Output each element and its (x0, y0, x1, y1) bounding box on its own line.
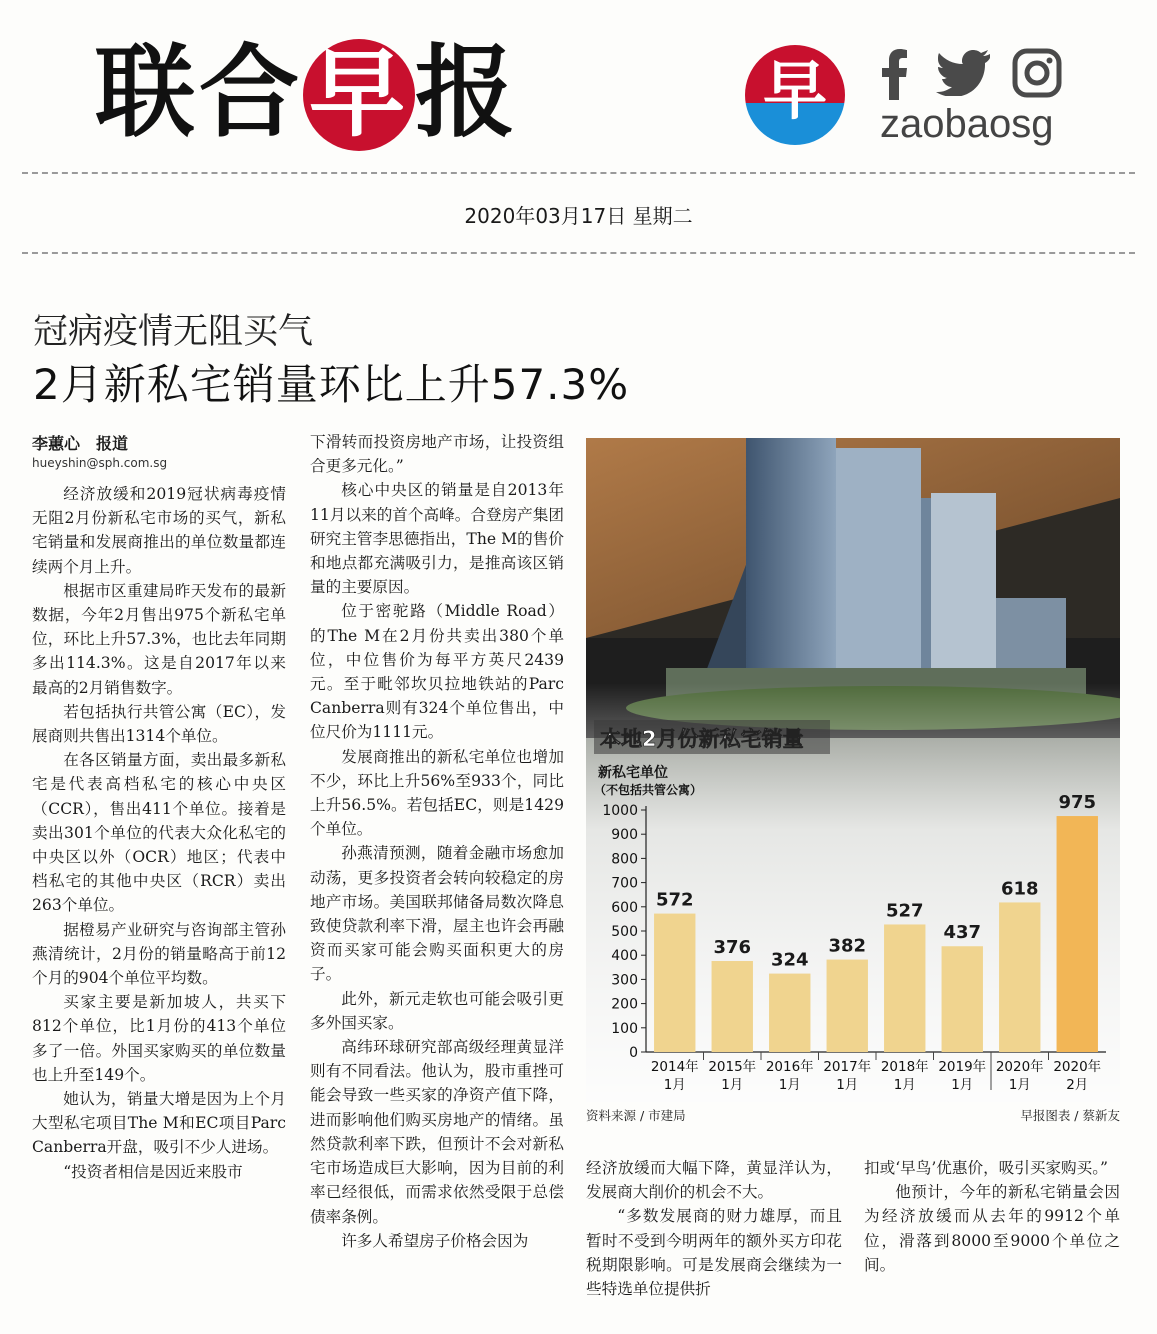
chart-x-tick-label: 1月 (778, 1077, 801, 1093)
chart-title: 本地2月份新私宅销量 (600, 727, 804, 751)
chart-x-tick-label: 1月 (951, 1077, 974, 1093)
chart-data-label: 572 (655, 889, 694, 911)
chart-x-tick-label: 2018年 (880, 1059, 929, 1075)
paragraph: 下滑转而投资房地产市场，让投资组合更多元化。” (310, 433, 564, 476)
chart-data-label: 527 (885, 900, 924, 922)
chart-y-tick-label: 600 (611, 899, 638, 916)
logo-glyph: 早 (763, 55, 827, 129)
chart-data-label: 324 (770, 949, 809, 971)
chart-y-tick-label: 900 (611, 827, 638, 844)
masthead-title-part1: 联合 (95, 34, 303, 151)
chart-x-tick-label: 1月 (721, 1077, 744, 1093)
divider-top (22, 172, 1135, 174)
sales-chart (586, 438, 1120, 1102)
paragraph: 位于密驼路（Middle Road）的The M在2月份共卖出380个单位，中位售价为每平方英尺2439元。至于毗邻坎贝拉地铁站的Parc Canberra则有324个单位售出，中位尺价为1111元。 (310, 602, 564, 742)
chart-y-tick-label: 200 (611, 996, 638, 1013)
paragraph: 扣或‘早鸟’优惠价，吸引买家购买。” (864, 1159, 1108, 1177)
chart-data-label: 618 (1000, 878, 1039, 900)
zaobao-logo (745, 45, 845, 145)
chart-y-tick-label: 800 (611, 851, 638, 868)
paragraph: 发展商推出的新私宅单位也增加不少，环比上升56%至933个，同比上升56.5%。若包括EC，则是1429个单位。 (310, 747, 564, 839)
paragraph: 核心中央区的销量是自2013年11月以来的首个高峰。合登房产集团研究主管李思德指出，The M的售价和地点都充满吸引力，是推高该区销量的主要原因。 (310, 481, 564, 597)
paragraph: 据橙易产业研究与咨询部主管孙燕清统计，2月份的销量略高于前12个月的904个单位平均数。 (32, 920, 286, 988)
paragraph: “多数发展商的财力雄厚，而且暂时不受到今明两年的额外买方印花税期限影响。可是发展商会继续为一些特选单位提供折 (586, 1207, 842, 1299)
paragraph: 若包括执行共管公寓（EC），发展商则共售出1314个单位。 (32, 702, 286, 746)
paragraph: 高纬环球研究部高级经理黄显洋则有不同看法。他认为，股市重挫可能会导致一些买家的净资产值下降，进而影响他们购买房地产的情绪。虽然贷款利率下跌，但预计不会对新私宅市场造成巨大影响，因为目前的利率已经很低，而需求依然受限于总偿债率条例。 (310, 1038, 564, 1226)
paragraph: 他预计，今年的新私宅销量会因为经济放缓而从去年的9912个单位，滑落到8000至9000个单位之间。 (864, 1183, 1120, 1274)
paragraph: 根据市区重建局昨天发布的最新数据，今年2月售出975个新私宅单位，环比上升57.3%，也比去年同期多出114.3%。这是自2017年以来最高的2月销售数字。 (32, 581, 286, 697)
article-column-3 (586, 1156, 842, 1301)
chart-source: 资料来源 / 市建局 (586, 1108, 686, 1123)
chart-x-tick-label: 2016年 (765, 1059, 814, 1075)
chart-x-tick-label: 2014年 (650, 1059, 699, 1075)
chart-y-tick-label: 0 (629, 1045, 638, 1061)
divider-bottom (22, 252, 1135, 254)
chart-bar (827, 960, 868, 1052)
chart-ylabel-note: （不包括共管公寓） (594, 783, 703, 797)
chart-bar (769, 974, 810, 1052)
article-column-2 (310, 430, 564, 1253)
chart-bar (942, 946, 983, 1052)
chart-x-tick-label: 2020年 (995, 1059, 1044, 1075)
paragraph: 许多人希望房子价格会因为 (341, 1231, 529, 1250)
chart-x-tick-label: 2019年 (938, 1059, 987, 1075)
article-column-4 (864, 1156, 1120, 1277)
masthead-title (95, 34, 519, 151)
paragraph: 买家主要是新加坡人，共买下812个单位，比1月份的413个单位多了一倍。外国买家购买的单位数量也上升至149个。 (32, 993, 286, 1084)
paragraph: 在各区销量方面，卖出最多新私宅是代表高档私宅的核心中央区（CCR），售出411个单位。接着是卖出301个单位的代表大众化私宅的中央区以外（OCR）地区；代表中档私宅的其他中央区（RCR）卖出263个单位。 (32, 751, 286, 915)
chart-bar (999, 902, 1040, 1052)
chart-y-tick-label: 500 (611, 924, 638, 940)
byline: 李蕙心 报道 (32, 434, 129, 453)
social-handle[interactable]: zaobaosg (880, 102, 1054, 146)
paragraph: 孙燕清预测，随着金融市场愈加动荡，更多投资者会转向较稳定的房地产市场。美国联邦储备局数次降息致使贷款利率下滑，屋主也许会再融资而买家可能会购买面积更大的房子。 (310, 844, 564, 984)
chart-bar (1057, 816, 1098, 1052)
chart-x-tick-label: 2017年 (823, 1059, 872, 1075)
chart-bar (712, 961, 753, 1052)
chart-ylabel: 新私宅单位 (598, 765, 668, 781)
paragraph: 她认为，销量大增是因为上个月大型私宅项目The M和EC项目Parc Canberra开盘，吸引不少人进场。 (32, 1090, 286, 1157)
paragraph: “投资者相信是因近来股市 (63, 1162, 243, 1181)
chart-x-tick-label: 1月 (663, 1077, 686, 1093)
chart-x-tick-label: 1月 (836, 1077, 859, 1093)
masthead-title-part2: 报 (415, 34, 519, 151)
chart-y-tick-label: 1000 (602, 803, 638, 819)
paragraph: 经济放缓和2019冠状病毒疫情无阻2月份新私宅市场的买气，新私宅销量和发展商推出的单位数量都连续两个月上升。 (32, 485, 286, 576)
chart-x-tick-label: 2015年 (708, 1059, 757, 1075)
chart-data-label: 376 (713, 937, 752, 959)
chart-y-tick-label: 100 (611, 1020, 638, 1037)
issue-date: 2020年03月17日 星期二 (464, 204, 693, 228)
article-column-1 (32, 482, 286, 1184)
paragraph: 此外，新元走软也可能会吸引更多外国买家。 (310, 989, 564, 1032)
chart-x-tick-label: 2月 (1066, 1077, 1089, 1093)
chart-x-tick-label: 2020年 (1053, 1059, 1102, 1075)
chart-y-tick-label: 300 (611, 972, 638, 989)
twitter-icon[interactable] (935, 48, 991, 110)
chart-bar (884, 924, 925, 1052)
masthead-title-red-glyph: 早 (303, 39, 415, 151)
author-email[interactable]: hueyshin@sph.com.sg (32, 456, 168, 470)
article-subhead: 冠病疫情无阻买气 (33, 312, 314, 352)
chart-data-label: 975 (1058, 792, 1097, 814)
article-headline: 2月新私宅销量环比上升57.3% (33, 360, 630, 409)
chart-y-tick-label: 700 (611, 875, 638, 892)
chart-x-tick-label: 1月 (1008, 1077, 1031, 1093)
photo-with-chart (586, 438, 1120, 1102)
chart-credit: 早报图表 / 蔡新友 (1020, 1108, 1120, 1123)
chart-x-tick-label: 1月 (893, 1077, 916, 1093)
chart-y-tick-label: 400 (611, 948, 638, 965)
chart-data-label: 437 (943, 922, 982, 944)
chart-bar (654, 914, 695, 1052)
chart-data-label: 382 (828, 935, 867, 957)
paragraph: 经济放缓而大幅下降，黄显洋认为，发展商大削价的机会不大。 (586, 1159, 842, 1202)
